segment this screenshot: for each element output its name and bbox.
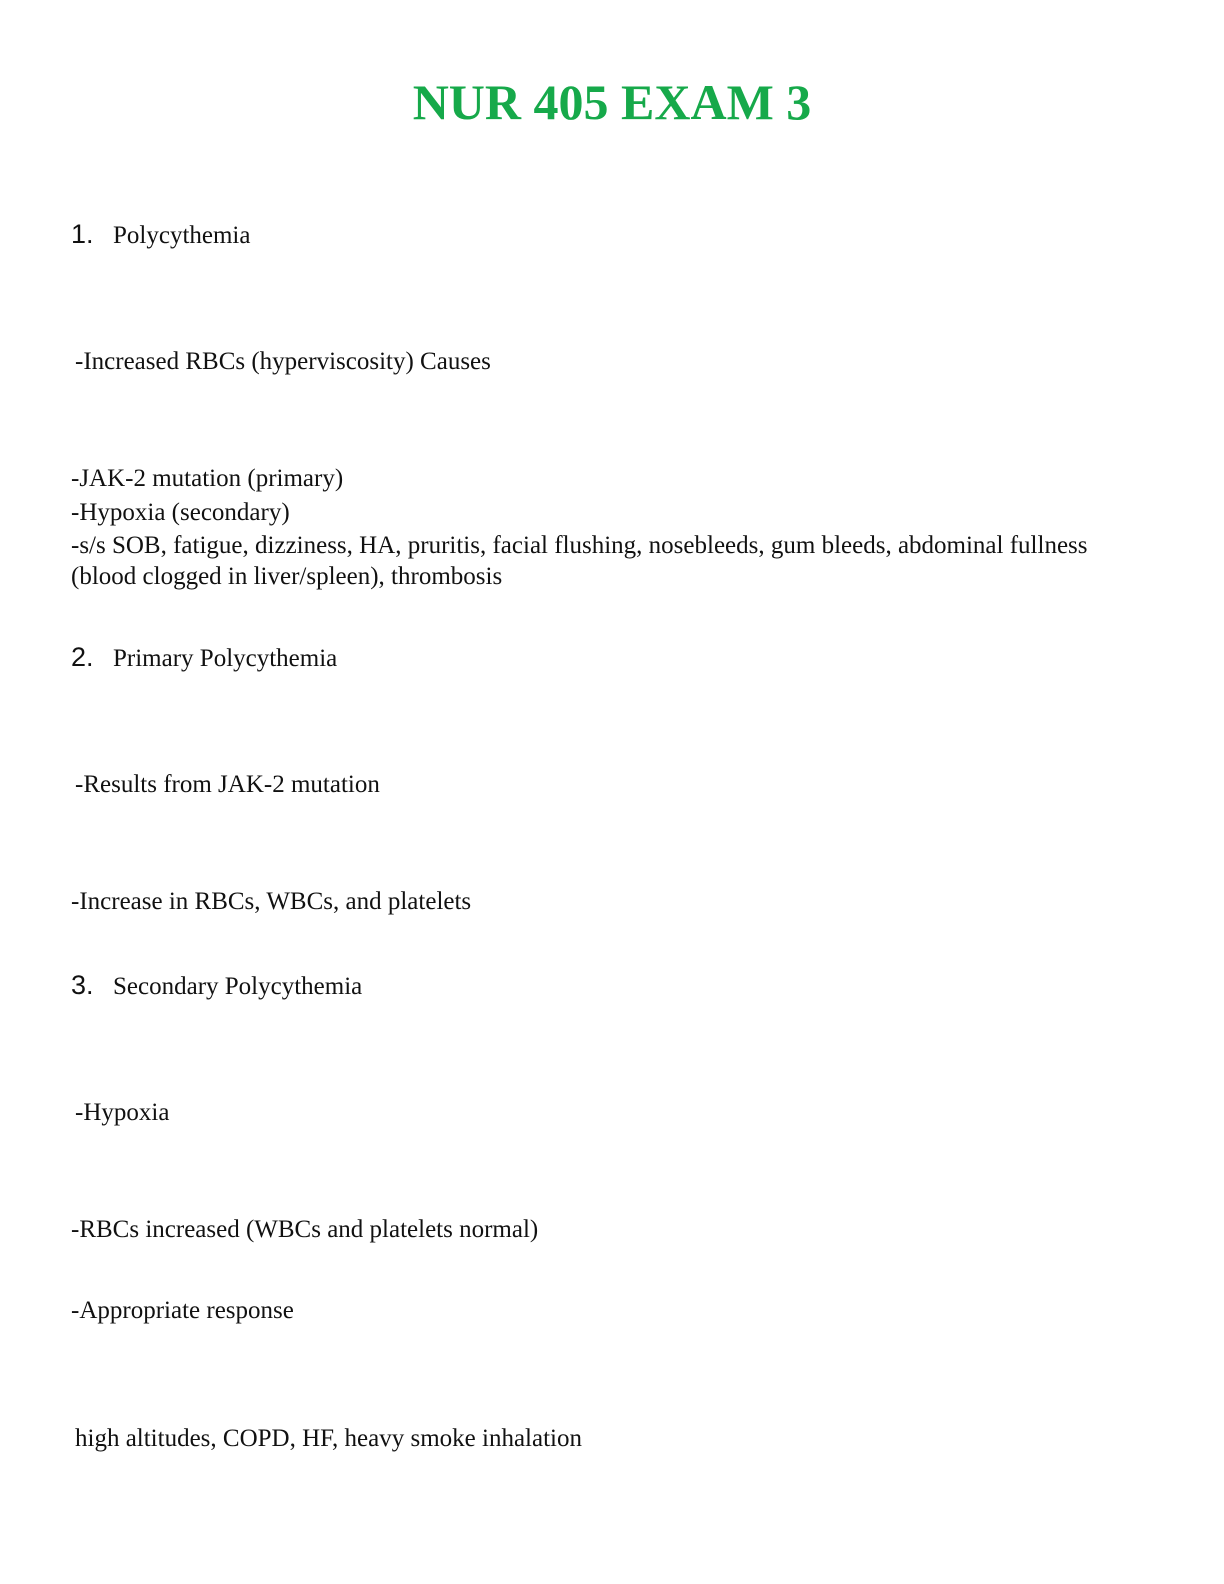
section-title: Secondary Polycythemia (113, 973, 363, 1000)
section-title: Primary Polycythemia (113, 645, 338, 672)
section-line: -Hypoxia (secondary) (71, 499, 290, 526)
section-heading-1 (71, 219, 250, 251)
section-line: -Appropriate response (71, 1297, 294, 1324)
section-line: -Increased RBCs (hyperviscosity) Causes (75, 348, 491, 375)
document-title: NUR 405 EXAM 3 (412, 74, 812, 130)
section-line: -Results from JAK-2 mutation (75, 771, 380, 798)
section-line: -RBCs increased (WBCs and platelets normal) (71, 1216, 539, 1243)
section-paragraph: -s/s SOB, fatigue, dizziness, HA, pruritis, facial flushing, nosebleeds, gum bleeds, abdominal fullness (blood clogged in liver/spleen), thrombosis (71, 532, 1088, 590)
section-number: 2. (71, 642, 94, 672)
section-line: high altitudes, COPD, HF, heavy smoke inhalation (75, 1425, 582, 1452)
section-line: -Increase in RBCs, WBCs, and platelets (71, 888, 472, 915)
section-line: -Hypoxia (75, 1099, 170, 1126)
section-title: Polycythemia (113, 222, 251, 249)
section-heading-2 (71, 642, 337, 674)
section-number: 3. (71, 970, 94, 1000)
section-line: -JAK-2 mutation (primary) (71, 465, 344, 492)
section-heading-3 (71, 970, 362, 1002)
section-number: 1. (71, 219, 94, 249)
